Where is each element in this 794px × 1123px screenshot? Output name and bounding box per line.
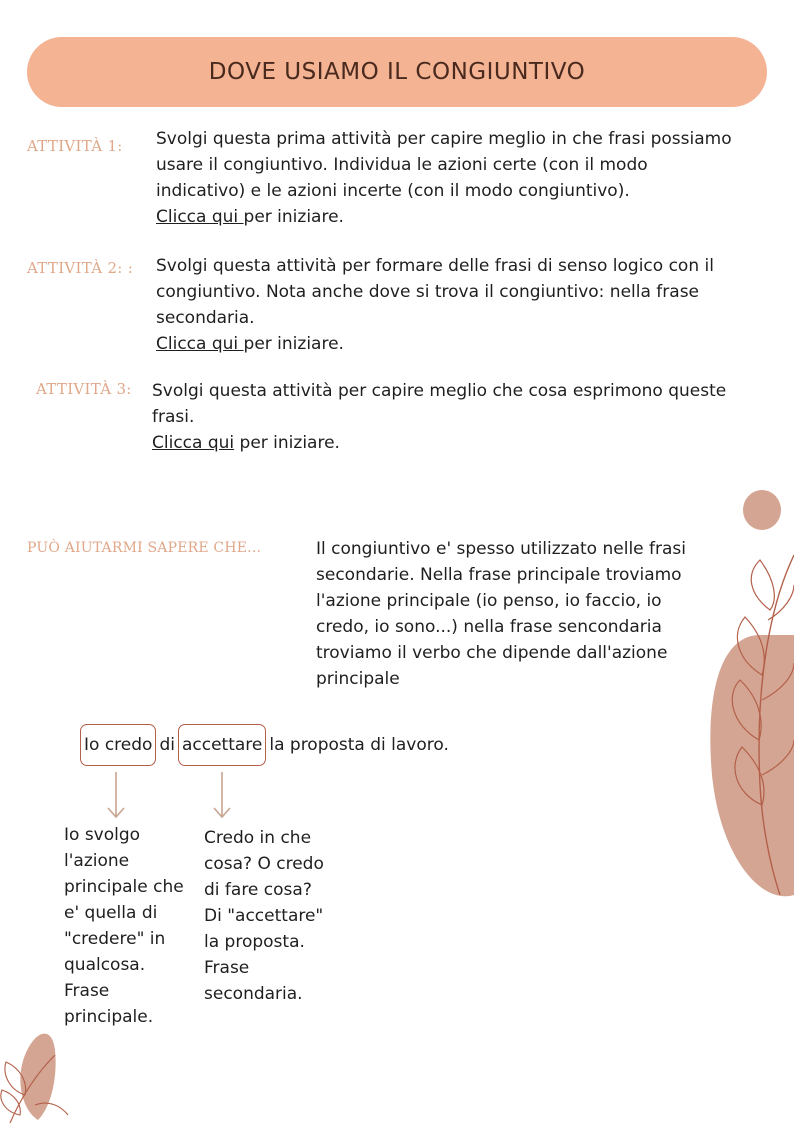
leaf-decoration-right: [700, 485, 794, 905]
arrow-down-icon: [106, 770, 126, 822]
activity-3: [152, 378, 732, 456]
leaf-decoration-bottom-left: [0, 1020, 70, 1123]
small-blob-shape: [743, 490, 781, 530]
arrow-down-icon: [212, 770, 232, 822]
connector-word: di: [159, 735, 175, 755]
activity-1-link-suffix: per iniziare.: [243, 207, 344, 227]
activity-2-link-suffix: per iniziare.: [243, 334, 344, 354]
activity-1-cta: [156, 204, 736, 230]
activity-1-link[interactable]: Clicca qui: [156, 207, 244, 227]
activity-2-cta: [156, 331, 731, 357]
activity-3-text: Svolgi questa attività per capire meglio che cosa esprimono queste frasi.: [152, 381, 727, 427]
secondary-clause-explanation: Credo in che cosa? O credo di fare cosa? Di "accettare" la proposta. Frase secondaria.: [204, 828, 324, 1004]
title-banner: [27, 37, 767, 107]
leaf-blob-shape: [20, 1034, 55, 1120]
activity-3-link-suffix: per iniziare.: [234, 433, 340, 453]
main-clause-box: Io credo: [80, 724, 156, 766]
help-text: Il congiuntivo e' spesso utilizzato nelle frasi secondarie. Nella frase principale troviamo l'azione principale (io penso, io faccio, io credo, io sono...) nella frase sencondaria troviamo il verbo che dipende dall'azione principale: [316, 539, 686, 689]
activity-1: [156, 126, 736, 230]
activity-2-text: Svolgi questa attività per formare delle frasi di senso logico con il congiuntivo. Nota anche dove si trova il congiuntivo: nella frase secondaria.: [156, 256, 714, 328]
sentence-rest: la proposta di lavoro.: [269, 735, 449, 755]
activity-3-link[interactable]: Clicca qui: [152, 433, 235, 453]
large-blob-shape: [710, 635, 794, 896]
main-clause-explanation: Io svolgo l'azione principale che e' quella di "credere" in qualcosa. Frase principale.: [64, 825, 184, 1027]
activity-3-cta: [152, 430, 732, 456]
example-sentence: [80, 724, 452, 766]
activity-2: [156, 253, 731, 357]
secondary-clause-box: accettare: [178, 724, 266, 766]
page-title: DOVE USIAMO IL CONGIUNTIVO: [208, 59, 586, 85]
help-label: PUÒ AIUTARMI SAPERE CHE...: [27, 540, 262, 556]
activity-2-link[interactable]: Clicca qui: [156, 334, 244, 354]
activity-2-label: ATTIVITÀ 2: :: [27, 259, 134, 277]
activity-1-text: Svolgi questa prima attività per capire meglio in che frasi possiamo usare il congiuntivo. Individua le azioni certe (con il modo indicativo) e le azioni incerte (con il modo congiuntivo).: [156, 129, 732, 201]
activity-3-label: ATTIVITÀ 3:: [36, 380, 132, 398]
activity-1-label: ATTIVITÀ 1:: [27, 137, 123, 155]
